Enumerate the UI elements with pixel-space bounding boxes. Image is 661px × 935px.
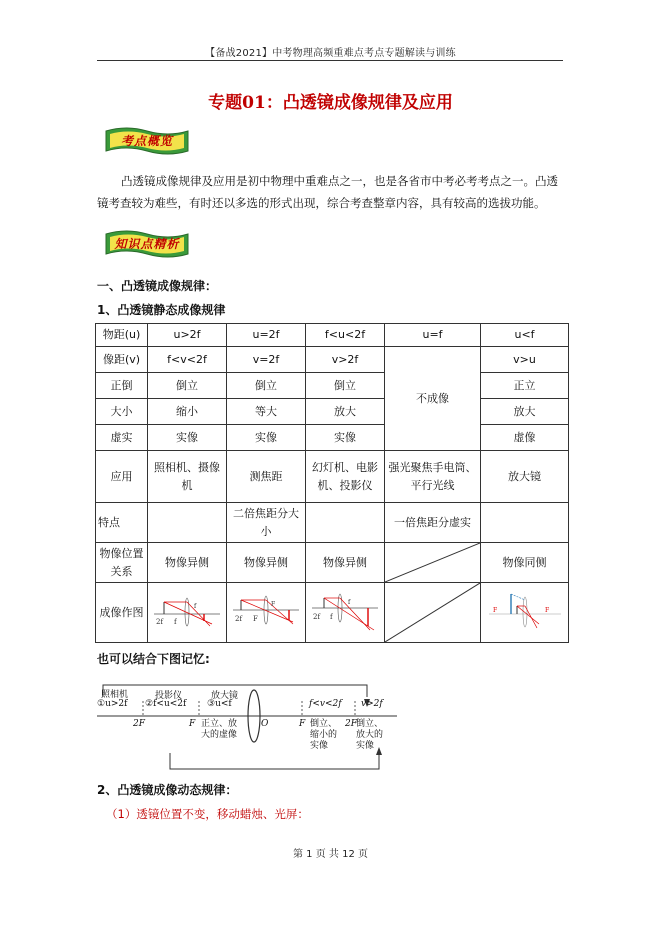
row-label: 像距(v) bbox=[96, 347, 148, 373]
table-row bbox=[96, 583, 569, 643]
ray-diagram-cell bbox=[148, 583, 227, 643]
table-cell: 物像异侧 bbox=[148, 543, 227, 583]
table-cell: v>2f bbox=[306, 347, 385, 373]
point-2F-left: 2F bbox=[133, 719, 145, 729]
table-cell: u>2f bbox=[148, 324, 227, 347]
table-cell: 幻灯机、电影机、投影仪 bbox=[306, 451, 385, 503]
table-cell: 倒立 bbox=[148, 373, 227, 399]
table-cell: 物像异侧 bbox=[227, 543, 306, 583]
camera-label: 照相机 bbox=[101, 690, 129, 700]
table-cell: 强光聚焦手电筒、平行光线 bbox=[385, 451, 481, 503]
real-small-image-note: 倒立、缩小的实像 bbox=[310, 719, 338, 751]
point-F-right: F bbox=[299, 719, 306, 729]
table-cell bbox=[306, 503, 385, 543]
ray-diagram-cell bbox=[306, 583, 385, 643]
diagonal-line-icon bbox=[385, 583, 480, 642]
table-cell: 二倍焦距分大小 bbox=[227, 503, 306, 543]
table-cell: 物像同侧 bbox=[481, 543, 569, 583]
table-cell: 照相机、摄像机 bbox=[148, 451, 227, 503]
table-cell: f<u<2f bbox=[306, 324, 385, 347]
page-footer: 第 1 页 共 12 页 bbox=[293, 849, 368, 860]
ray-diagram-cell bbox=[481, 583, 569, 643]
ray-diagram-icon bbox=[310, 588, 380, 632]
point-F-left: F bbox=[189, 719, 196, 729]
table-row bbox=[96, 425, 569, 451]
projector-condition: ②f<u<2f bbox=[145, 699, 187, 709]
magnifier-label: 放大镜 bbox=[211, 691, 239, 701]
table-row bbox=[96, 503, 569, 543]
table-cell: 放大 bbox=[481, 399, 569, 425]
table-cell: 物像异侧 bbox=[306, 543, 385, 583]
row-label: 虚实 bbox=[96, 425, 148, 451]
table-cell: 一倍焦距分虚实 bbox=[385, 503, 481, 543]
table-cell: v>u bbox=[481, 347, 569, 373]
table-row bbox=[96, 373, 569, 399]
svg-text:F: F bbox=[492, 606, 497, 614]
overview-paragraph: 凸透镜成像规律及应用是初中物理中重难点之一，也是各省市中考必考考点之一。凸透镜考查较为难些，有时还以多选的形式出现，综合考查整章内容，具有较高的选拔功能。 bbox=[97, 174, 558, 210]
table-cell-empty bbox=[385, 583, 481, 643]
subsection-heading: 2、凸透镜成像动态规律： bbox=[97, 783, 238, 797]
table-cell: 等大 bbox=[227, 399, 306, 425]
row-label: 正倒 bbox=[96, 373, 148, 399]
overview-banner-label: 考点概览 bbox=[120, 134, 173, 148]
row-label: 大小 bbox=[96, 399, 148, 425]
table-cell: 实像 bbox=[148, 425, 227, 451]
camera-condition: ①u>2f bbox=[97, 699, 128, 709]
table-cell bbox=[148, 503, 227, 543]
row-label: 特点 bbox=[96, 503, 148, 543]
svg-text:2f: 2f bbox=[156, 617, 164, 626]
table-cell bbox=[481, 503, 569, 543]
ray-diagram-cell bbox=[227, 583, 306, 643]
projector-label: 投影仪 bbox=[155, 691, 183, 701]
table-cell: 放大 bbox=[306, 399, 385, 425]
subsection-heading: 1、凸透镜静态成像规律 bbox=[97, 303, 226, 317]
table-row bbox=[96, 543, 569, 583]
svg-text:f: f bbox=[174, 617, 177, 626]
real-big-image-note: 倒立、放大的实像 bbox=[356, 719, 384, 751]
row-label: 物像位置关系 bbox=[96, 543, 148, 583]
svg-text:f: f bbox=[330, 612, 333, 621]
diagonal-line-icon bbox=[385, 543, 480, 582]
point-2F-right: 2F bbox=[345, 719, 357, 729]
magnifier-condition: ③u<f bbox=[207, 699, 232, 709]
svg-text:F: F bbox=[544, 606, 549, 614]
table-cell: u<f bbox=[481, 324, 569, 347]
table-cell: 测焦距 bbox=[227, 451, 306, 503]
table-cell: f<v<2f bbox=[148, 347, 227, 373]
ray-diagram-icon bbox=[231, 588, 301, 632]
image-range-1: f<v<2f bbox=[309, 699, 342, 709]
row-label: 应用 bbox=[96, 451, 148, 503]
image-range-2: v>2f bbox=[361, 699, 383, 709]
table-cell: u=2f bbox=[227, 324, 306, 347]
virtual-image-note: 正立、放大的虚像 bbox=[201, 719, 238, 740]
memo-heading: 也可以结合下图记忆: bbox=[97, 652, 210, 666]
svg-text:f: f bbox=[348, 598, 351, 606]
table-cell-merged: 不成像 bbox=[385, 347, 481, 451]
analysis-banner bbox=[104, 228, 190, 260]
table-cell: 缩小 bbox=[148, 399, 227, 425]
table-row bbox=[96, 451, 569, 503]
lens-center: O bbox=[261, 719, 269, 729]
table-cell: u=f bbox=[385, 324, 481, 347]
table-cell: 放大镜 bbox=[481, 451, 569, 503]
table-cell: v=2f bbox=[227, 347, 306, 373]
svg-text:F: F bbox=[253, 614, 258, 623]
table-cell: 倒立 bbox=[306, 373, 385, 399]
page-header: 【备战2021】中考物理高频重难点考点专题解读与训练 bbox=[205, 48, 456, 59]
svg-text:2f: 2f bbox=[313, 612, 321, 621]
page-title: 专题01：凸透镜成像规律及应用 bbox=[208, 93, 453, 113]
ray-diagram-icon bbox=[152, 588, 222, 632]
svg-text:F: F bbox=[271, 600, 276, 608]
section-heading: 一、凸透镜成像规律： bbox=[97, 279, 218, 293]
table-row bbox=[96, 324, 569, 347]
table-cell: 倒立 bbox=[227, 373, 306, 399]
overview-banner bbox=[104, 125, 190, 157]
svg-text:2f: 2f bbox=[235, 614, 243, 623]
analysis-banner-label: 知识点精析 bbox=[114, 237, 180, 251]
svg-text:f: f bbox=[194, 602, 197, 610]
table-row bbox=[96, 399, 569, 425]
table-cell: 正立 bbox=[481, 373, 569, 399]
header-divider bbox=[97, 60, 563, 61]
ray-diagram-icon bbox=[487, 588, 563, 632]
row-label: 成像作图 bbox=[96, 583, 148, 643]
table-cell: 虚像 bbox=[481, 425, 569, 451]
table-row bbox=[96, 347, 569, 373]
table-cell-empty bbox=[385, 543, 481, 583]
row-label: 物距(u) bbox=[96, 324, 148, 347]
table-cell: 实像 bbox=[227, 425, 306, 451]
imaging-rules-table bbox=[95, 323, 569, 643]
list-item: （1）透镜位置不变，移动蜡烛、光屏： bbox=[106, 807, 309, 821]
table-cell: 实像 bbox=[306, 425, 385, 451]
